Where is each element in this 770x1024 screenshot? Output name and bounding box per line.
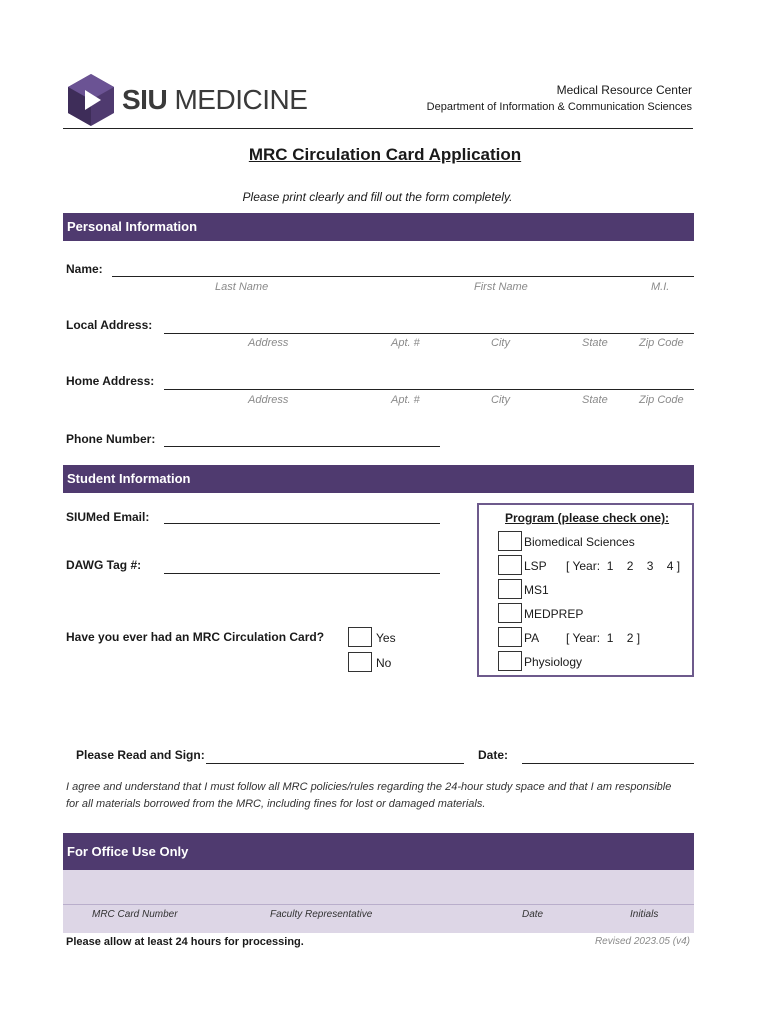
office-col-card-number: MRC Card Number (92, 909, 178, 920)
no-label: No (376, 656, 392, 670)
home-sub-address: Address (248, 394, 289, 406)
name-sub-first: First Name (474, 281, 528, 293)
instructions: Please print clearly and fill out the form completely. (242, 190, 513, 204)
program-label-pa: PA (524, 631, 540, 645)
program-checkbox-medprep[interactable] (498, 603, 522, 623)
office-use-heading: For Office Use Only (63, 833, 694, 870)
program-label-medprep: MEDPREP (524, 607, 584, 621)
local-sub-state: State (582, 337, 608, 349)
org-department: Department of Information & Communication Sciences (426, 101, 692, 113)
program-label-lsp: LSP (524, 559, 547, 573)
name-sub-mi: M.I. (651, 281, 670, 293)
program-label-physiology: Physiology (524, 655, 583, 669)
card-question: Have you ever had an MRC Circulation Card? (66, 630, 325, 644)
home-address-field[interactable] (164, 389, 694, 390)
page-title: MRC Circulation Card Application (248, 145, 522, 164)
local-sub-zip: Zip Code (639, 337, 684, 349)
home-sub-apt: Apt. # (391, 394, 420, 406)
name-field[interactable] (112, 276, 694, 277)
name-sub-last: Last Name (215, 281, 269, 293)
email-label: SIUMed Email: (66, 510, 150, 524)
agreement-text: I agree and understand that I must follow all MRC policies/rules regarding the 24-hour study space and that I am responsible for all materials borrowed from the MRC, including fines for lost or damaged materials. (66, 781, 672, 810)
name-label: Name: (66, 262, 103, 276)
program-checkbox-pa[interactable] (498, 627, 522, 647)
phone-field[interactable] (164, 446, 440, 447)
siu-logo-mark-icon (66, 72, 116, 128)
office-col-initials: Initials (630, 909, 659, 920)
org-name: Medical Resource Center (556, 83, 692, 97)
office-use-band (63, 870, 694, 933)
local-sub-city: City (491, 337, 510, 349)
revision-note: Revised 2023.05 (v4) (594, 936, 690, 947)
signature-field[interactable] (206, 763, 464, 764)
office-use-divider (63, 904, 694, 905)
program-years-lsp: [ Year: 1 2 3 4 ] (566, 559, 681, 573)
logo-text-bold: SIU (122, 84, 168, 115)
program-heading: Program (please check one): (505, 511, 670, 525)
home-address-label: Home Address: (66, 374, 155, 388)
program-checkbox-physiology[interactable] (498, 651, 522, 671)
email-field[interactable] (164, 523, 440, 524)
program-label-ms1: MS1 (524, 583, 549, 597)
program-checkbox-ms1[interactable] (498, 579, 522, 599)
program-checkbox-biomedical[interactable] (498, 531, 522, 551)
yes-label: Yes (376, 631, 396, 645)
home-sub-city: City (491, 394, 510, 406)
local-sub-apt: Apt. # (391, 337, 420, 349)
siu-logo (66, 72, 306, 128)
program-years-pa: [ Year: 1 2 ] (566, 631, 641, 645)
student-info-heading: Student Information (63, 465, 694, 493)
date-label: Date: (478, 748, 509, 762)
home-sub-zip: Zip Code (639, 394, 684, 406)
dawg-tag-field[interactable] (164, 573, 440, 574)
no-checkbox[interactable] (348, 652, 372, 672)
dawg-tag-label: DAWG Tag #: (66, 558, 142, 572)
personal-info-heading: Personal Information (63, 213, 694, 241)
phone-label: Phone Number: (66, 432, 156, 446)
local-address-field[interactable] (164, 333, 694, 334)
program-label-biomedical: Biomedical Sciences (524, 535, 635, 549)
program-checkbox-lsp[interactable] (498, 555, 522, 575)
home-sub-state: State (582, 394, 608, 406)
header-divider (63, 128, 693, 129)
local-address-label: Local Address: (66, 318, 153, 332)
office-col-date: Date (522, 909, 544, 920)
office-col-faculty: Faculty Representative (270, 909, 373, 920)
local-sub-address: Address (248, 337, 289, 349)
program-box (477, 503, 694, 677)
logo-text-light: MEDICINE (174, 84, 308, 115)
date-field[interactable] (522, 763, 694, 764)
sign-label: Please Read and Sign: (76, 748, 205, 762)
yes-checkbox[interactable] (348, 627, 372, 647)
processing-note: Please allow at least 24 hours for processing. (66, 936, 304, 948)
